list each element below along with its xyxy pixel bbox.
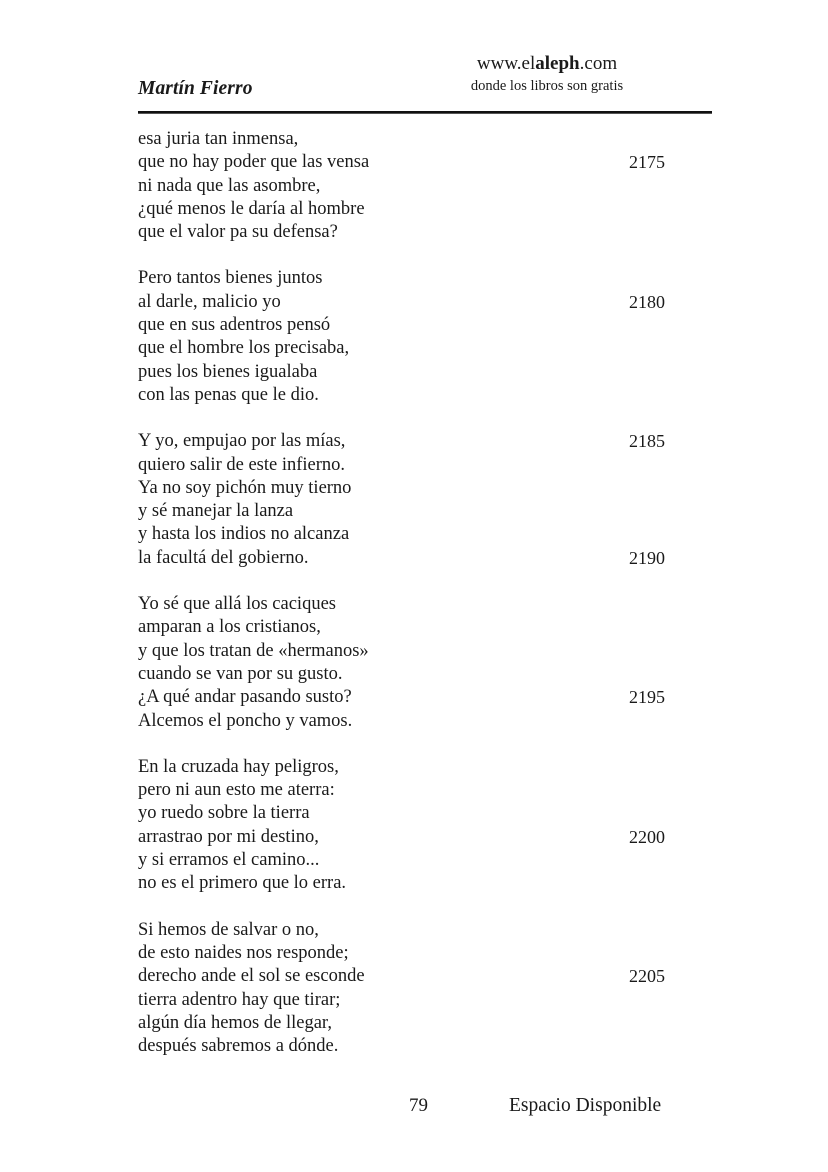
verse-line [138,361,712,384]
verse-line-number: 2195 [629,687,665,708]
verse-text: al darle, malicio yo [138,291,281,312]
site-tagline: donde los libros son gratis [470,78,624,94]
verse-text: y hasta los indios no alcanza [138,524,350,545]
verse-line [138,989,712,1012]
publisher-block [382,52,712,97]
verse-text: no es el primero que lo erra. [138,873,347,894]
verse-line [138,616,712,639]
verse-text: y que los tratan de «hermanos» [138,640,369,661]
verse-text: derecho ande el sol se esconde [138,966,365,987]
verse-line [138,500,712,523]
verse-line [138,384,712,407]
site-url [382,52,712,76]
verse-line [138,686,712,709]
verse-line [138,663,712,686]
verse-text: Ya no soy pichón muy tierno [138,477,352,498]
verse-text: Pero tantos bienes juntos [138,268,323,289]
verse-line [138,802,712,825]
verse-line-number: 2185 [629,431,665,452]
verse-line [138,593,712,616]
stanza [138,919,712,1059]
verse-line [138,1012,712,1035]
verse-text: ¿A qué andar pasando susto? [138,687,352,708]
verse-line [138,942,712,965]
stanza [138,430,712,570]
verse-line [138,454,712,477]
page-footer [138,1092,712,1122]
verse-text: ¿qué menos le daría al hombre [138,198,365,219]
verse-text: después sabremos a dónde. [138,1036,339,1057]
verse-line-number: 2180 [629,291,665,312]
verse-line [138,314,712,337]
verse-text: algún día hemos de llegar, [138,1012,332,1033]
verse-text: Si hemos de salvar o no, [138,919,319,940]
running-header [138,52,712,108]
verse-line [138,523,712,546]
verse-line-number: 2190 [629,547,665,568]
verse-line [138,872,712,895]
stanza [138,756,712,896]
verse-text: En la cruzada hay peligros, [138,756,339,777]
verse-line [138,337,712,360]
verse-line-number: 2205 [629,966,665,987]
verse-text: arrastrao por mi destino, [138,826,319,847]
verse-line-number: 2200 [629,826,665,847]
verse-text: ni nada que las asombre, [138,175,321,196]
header-divider [138,111,712,114]
verse-text: que en sus adentros pensó [138,315,331,336]
verse-line [138,756,712,779]
verse-line [138,151,712,174]
verse-text: con las penas que le dio. [138,384,319,405]
stanza [138,267,712,407]
verse-text: yo ruedo sobre la tierra [138,803,310,824]
verse-line [138,477,712,500]
verse-text: tierra adentro hay que tirar; [138,989,341,1010]
site-url-prefix: www.el [476,53,536,74]
verse-text: y si erramos el camino... [138,850,320,871]
verse-line [138,291,712,314]
verse-line [138,826,712,849]
verse-text: la facultá del gobierno. [138,547,309,568]
verse-text: que no hay poder que las vensa [138,152,370,173]
footer-note: Espacio Disponible [509,1095,662,1116]
verse-line [138,640,712,663]
verse-text: que el hombre los precisaba, [138,338,350,359]
verse-line [138,779,712,802]
poem-body [138,128,712,1081]
verse-text: cuando se van por su gusto. [138,663,343,684]
verse-text: pues los bienes igualaba [138,361,318,382]
verse-line [138,849,712,872]
verse-text: amparan a los cristianos, [138,617,321,638]
verse-text: que el valor pa su defensa? [138,222,338,243]
verse-line [138,919,712,942]
site-url-suffix: .com [579,53,618,74]
running-title: Martín Fierro [138,78,253,99]
verse-text: pero ni aun esto me aterra: [138,780,335,801]
verse-line-number: 2175 [629,152,665,173]
verse-line [138,267,712,290]
verse-line [138,430,712,453]
page-number: 79 [409,1095,428,1116]
stanza [138,128,712,244]
verse-text: quiero salir de este infierno. [138,454,346,475]
verse-text: y sé manejar la lanza [138,501,294,522]
verse-line [138,710,712,733]
verse-line [138,198,712,221]
verse-line [138,128,712,151]
site-url-brand: aleph [535,53,580,74]
verse-text: Y yo, empujao por las mías, [138,431,346,452]
verse-line [138,965,712,988]
verse-line [138,1035,712,1058]
verse-text: Yo sé que allá los caciques [138,594,336,615]
verse-line [138,221,712,244]
verse-line [138,175,712,198]
verse-text: Alcemos el poncho y vamos. [138,710,353,731]
verse-text: esa juria tan inmensa, [138,129,299,149]
verse-text: de esto naides nos responde; [138,942,349,963]
verse-line [138,547,712,570]
stanza [138,593,712,733]
